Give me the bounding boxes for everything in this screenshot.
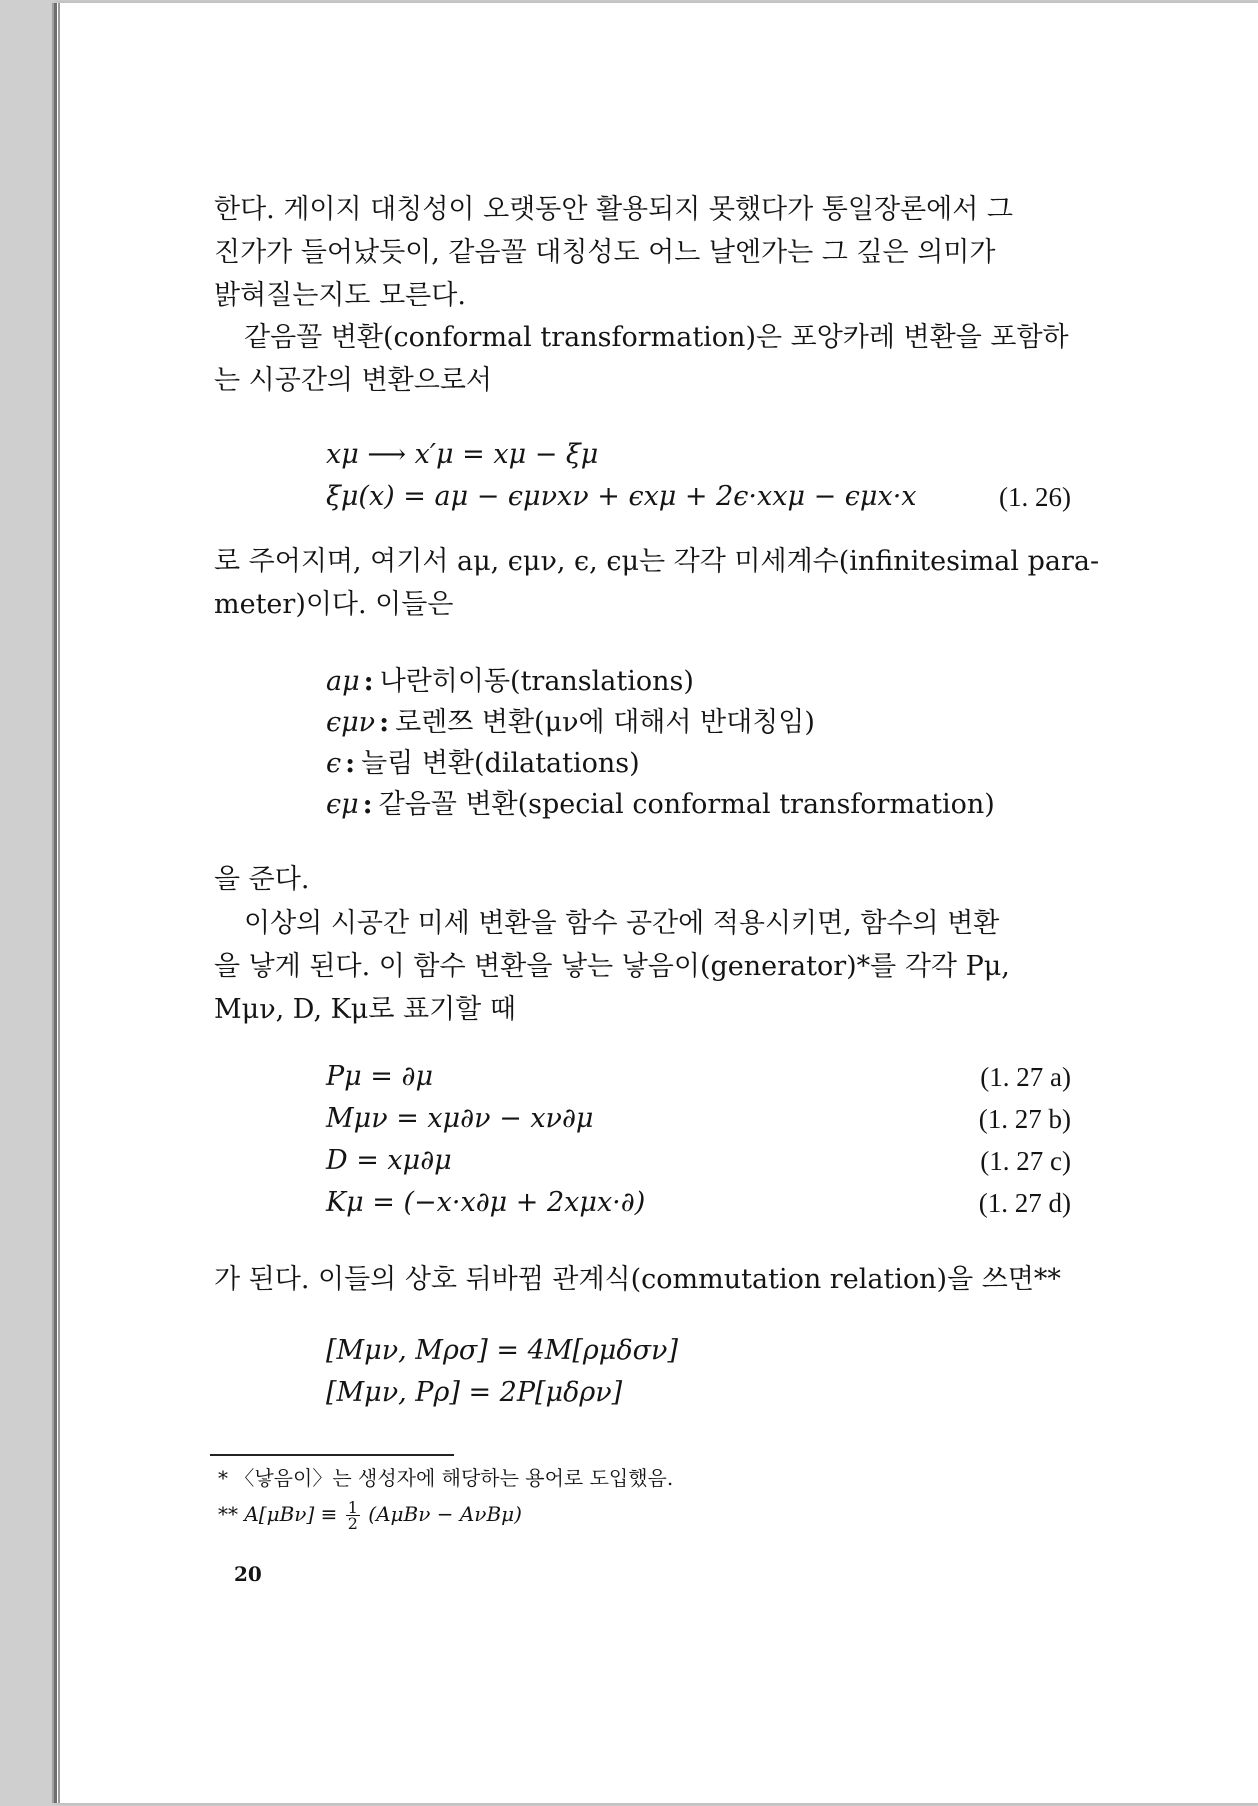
equation-number: (1. 27 b) [978,1104,1071,1134]
equation-row [326,434,1071,476]
equation-1-26 [326,434,1071,518]
paragraph-5 [214,902,1104,1031]
equation-row [326,1182,1071,1224]
footnote-1: * 〈낳음이〉는 생성자에 해당하는 용어로 도입했음. [218,1466,674,1490]
definition-text: 로렌쯔 변환(μν에 대해서 반대칭임) [395,707,815,738]
equation-row [326,1372,1071,1414]
paragraph-6 [214,1258,1104,1301]
footnotes [218,1460,1018,1532]
text-line: meter)이다. 이들은 [214,589,454,620]
text-line: 을 낳게 된다. 이 함수 변환을 낳는 낳음이(generator)*를 각각 Pμ, [214,951,1010,982]
definition-symbol: ϵμ [326,789,359,820]
definition-row: ϵμν : 로렌쯔 변환(μν에 대해서 반대칭임) [326,707,815,738]
equation-number: (1. 27 d) [978,1188,1071,1218]
paragraph-1 [214,188,1104,317]
text-line: 이상의 시공간 미세 변환을 함수 공간에 적용시키면, 함수의 변환 [244,908,1000,939]
footnote-divider [210,1454,454,1456]
definition-symbol: aμ [326,666,360,697]
equation-text: D = xμ∂μ [326,1145,452,1176]
fraction-numerator: 1 [347,1498,358,1517]
paragraph-4 [214,858,1104,901]
text-line: 는 시공간의 변환으로서 [214,365,492,396]
equation-text: Mμν = xμ∂ν − xν∂μ [326,1103,594,1134]
equation-row [326,1056,1071,1098]
page-number: 20 [234,1562,262,1586]
equation-1-27 [326,1056,1071,1224]
paragraph-2 [214,316,1104,402]
fraction-denominator: 2 [347,1514,358,1533]
paragraph-3 [214,540,1104,626]
commutation-relations [326,1330,1071,1414]
equation-number: (1. 27 c) [980,1146,1071,1176]
definition-symbol: ϵμν [326,707,376,738]
definition-symbol: ϵ [326,748,342,779]
equation-text: xμ ⟶ x′μ = xμ − ξμ [326,439,599,470]
footnote-2 [218,1496,1018,1532]
text-line: 로 주어지며, 여기서 aμ, ϵμν, ϵ, ϵμ는 각각 미세계수(infinitesimal para- [214,546,1100,577]
definition-text: 같음꼴 변환(special conformal transformation) [378,789,995,820]
equation-text: [Mμν, Pρ] = 2P[μδρν] [326,1377,623,1408]
footnote-2-rhs: (AμBν − AνBμ) [368,1502,522,1526]
text-line: 한다. 게이지 대칭성이 오랫동안 활용되지 못했다가 통일장론에서 그 [214,194,1013,225]
footnote-2-lhs: ** A[μBν] ≡ [218,1502,338,1526]
text-line: 같음꼴 변환(conformal transformation)은 포앙카레 변환을 포함하 [244,322,1069,353]
text-line: 가 된다. 이들의 상호 뒤바뀜 관계식(commutation relation)을 쓰면** [214,1264,1061,1295]
equation-row [326,1330,1071,1372]
page-binding-edge [58,3,60,1803]
text-line: 을 준다. [214,864,310,895]
definition-text: 늘림 변환(dilatations) [361,748,640,779]
definition-row: ϵμ : 같음꼴 변환(special conformal transformation) [326,789,995,820]
text-line: 밝혀질는지도 모른다. [214,280,466,311]
text-line: Mμν, D, Kμ로 표기할 때 [214,994,516,1025]
equation-text: Kμ = (−x·x∂μ + 2xμx·∂) [326,1187,646,1218]
text-line: 진가가 들어났듯이, 같음꼴 대칭성도 어느 날엔가는 그 깊은 의미가 [214,237,996,268]
definition-row: aμ : 나란히이동(translations) [326,666,694,697]
definition-row: ϵ : 늘림 변환(dilatations) [326,748,640,779]
fraction-one-half [346,1500,360,1531]
equation-text: Pμ = ∂μ [326,1061,434,1092]
parameter-definitions [326,661,1086,825]
equation-number: (1. 27 a) [980,1062,1071,1092]
equation-row [326,1098,1071,1140]
equation-number: (1. 26) [999,482,1071,512]
equation-row [326,476,1071,518]
equation-row [326,1140,1071,1182]
equation-text: [Mμν, Mρσ] = 4M[ρμδσν] [326,1335,678,1366]
equation-text: ξμ(x) = aμ − ϵμνxν + ϵxμ + 2ϵ·xxμ − ϵμx·x [326,481,917,512]
definition-text: 나란히이동(translations) [379,666,694,697]
